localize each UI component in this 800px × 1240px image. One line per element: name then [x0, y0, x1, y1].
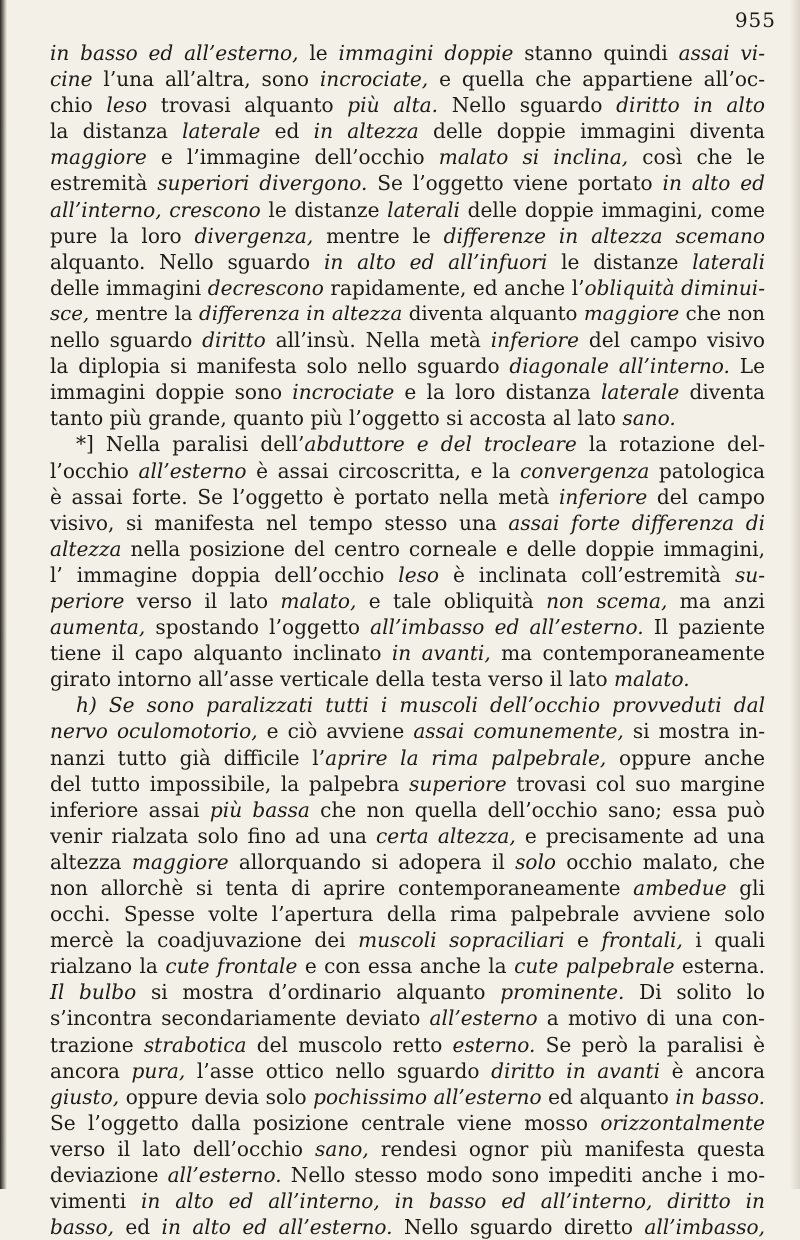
- italic-text-run: diagonale all’interno.: [509, 354, 730, 379]
- text-run: e tale obliquità: [356, 588, 547, 613]
- text-run: tanto più grande, quanto più l’oggetto si accosta al lato: [50, 406, 623, 431]
- text-line: [50, 379, 765, 405]
- text-run: del campo visivo: [579, 328, 765, 353]
- text-run: deviazione: [50, 1163, 168, 1188]
- text-run: del campo: [647, 484, 765, 509]
- text-run: ancora: [50, 1058, 132, 1083]
- text-line: [50, 640, 765, 666]
- text-line: [50, 562, 765, 588]
- text-line: [50, 692, 765, 718]
- text-run: Nello stesso modo sono impediti anche i mo-: [281, 1163, 765, 1188]
- italic-text-run: periore: [50, 588, 125, 613]
- italic-text-run: diritto in alto: [616, 93, 766, 118]
- text-line: [50, 718, 765, 744]
- text-run: vimenti: [50, 1189, 141, 1214]
- text-run: delle doppie immagini diventa: [418, 119, 766, 144]
- text-run: Nello sguardo: [438, 93, 617, 118]
- text-run: le: [298, 41, 339, 65]
- italic-text-run: inferiore: [490, 328, 580, 353]
- text-run: venir rialzata solo fino ad una: [50, 823, 376, 848]
- text-line: [50, 849, 765, 875]
- text-run: rialzano la: [50, 954, 166, 979]
- italic-text-run: giusto,: [50, 1084, 120, 1109]
- text-line: [50, 327, 765, 353]
- italic-text-run: all’imbasso,: [644, 1215, 765, 1240]
- italic-text-run: immagini doppie: [338, 41, 514, 65]
- text-run: Se l’oggetto dalla posizione centrale viene mosso: [50, 1110, 601, 1135]
- text-run: la diplopia si manifesta solo nello sguardo: [50, 354, 510, 379]
- text-run: e: [564, 928, 602, 953]
- italic-text-run: in alto ed all’infuori: [323, 249, 548, 274]
- italic-text-run: sano.: [622, 406, 676, 431]
- text-line: [50, 1032, 765, 1058]
- text-run: non allorchè si tenta di aprire contemporaneamente: [50, 876, 634, 900]
- text-run: girato intorno all’asse verticale della testa verso il lato: [50, 667, 614, 692]
- italic-text-run: pochissimo all’esterno: [313, 1084, 542, 1109]
- italic-text-run: inferiore: [558, 484, 648, 509]
- text-run: ed: [260, 119, 314, 144]
- text-run: del muscolo retto: [246, 1032, 453, 1057]
- text-run: tiene il capo alquanto inclinato: [50, 641, 392, 666]
- text-line: [50, 144, 765, 170]
- italic-text-run: maggiore: [131, 849, 229, 874]
- italic-text-run: all’imbasso ed all’esterno.: [370, 615, 644, 640]
- text-run: mercè la coadjuvazione dei: [50, 928, 359, 953]
- text-line: [50, 484, 765, 510]
- text-line: [50, 1110, 765, 1136]
- text-run: l’una all’altra, sono: [92, 67, 320, 92]
- text-run: l’occhio: [50, 458, 139, 483]
- text-run: nella posizione del centro corneale e delle doppie immagini,: [121, 536, 765, 561]
- text-line: [50, 66, 765, 92]
- text-line: [50, 1136, 765, 1162]
- italic-text-run: sce,: [50, 301, 90, 325]
- text-run: Le: [729, 354, 766, 379]
- text-line: [50, 823, 765, 849]
- text-line: [50, 1005, 765, 1031]
- italic-text-run: aprire la rima palpebrale,: [325, 745, 607, 770]
- text-run: pure la loro: [50, 223, 195, 248]
- text-run: e la loro distanza: [394, 380, 601, 405]
- italic-text-run: prominente.: [500, 980, 625, 1005]
- italic-text-run: superiore: [409, 771, 507, 796]
- text-run: la distanza: [50, 119, 183, 144]
- italic-text-run: altezza: [50, 536, 122, 561]
- text-line: [50, 353, 765, 379]
- text-run: estremità: [50, 171, 158, 196]
- scan-edge-left: [0, 0, 7, 1189]
- italic-text-run: differenza in altezza: [199, 301, 403, 325]
- italic-text-run: cute palpebrale: [514, 954, 675, 979]
- italic-text-run: malato si inclina,: [438, 145, 629, 170]
- text-run: delle immagini: [50, 275, 208, 300]
- text-run: delle doppie immagini, come: [459, 197, 766, 222]
- italic-text-run: maggiore: [583, 301, 680, 325]
- italic-text-run: in basso.: [675, 1084, 765, 1109]
- text-line: [50, 588, 765, 614]
- italic-text-run: in alto ed: [662, 171, 765, 196]
- text-run: l’asse ottico nello sguardo: [185, 1058, 492, 1083]
- text-run: che non quella dell’occhio sano; essa può: [309, 797, 765, 822]
- text-line: [50, 875, 765, 901]
- italic-text-run: incrociate: [292, 380, 395, 405]
- text-line: [50, 223, 765, 249]
- italic-text-run: all’esterno.: [167, 1163, 282, 1188]
- italic-text-run: malato.: [613, 667, 690, 692]
- text-line: [50, 979, 765, 1005]
- text-line: [50, 405, 765, 431]
- text-run: oppure anche: [606, 745, 765, 770]
- text-run: visivo, si manifesta nel tempo stesso una: [50, 510, 509, 535]
- italic-text-run: in altezza: [313, 119, 419, 144]
- text-run: chio: [50, 93, 107, 118]
- text-run: del tutto impossibile, la palpebra: [50, 771, 410, 796]
- text-line: [50, 197, 765, 223]
- text-line: [50, 170, 765, 196]
- text-line: [50, 249, 765, 275]
- italic-text-run: in alto ed all’interno, in basso ed all’interno, diritto in: [141, 1189, 765, 1214]
- italic-text-run: sano,: [315, 1136, 369, 1161]
- italic-text-run: obliquità diminui-: [584, 275, 765, 300]
- italic-text-run: cute frontale: [165, 954, 298, 979]
- italic-text-run: abduttore e del trocleare: [304, 432, 577, 457]
- text-run: è assai forte. Se l’oggetto è portato nella metà: [50, 484, 559, 509]
- text-run: Se l’oggetto viene portato: [367, 171, 663, 196]
- italic-text-run: esterno.: [452, 1032, 536, 1057]
- text-run: e ciò avviene: [257, 719, 414, 744]
- text-run: *] Nella paralisi dell’: [76, 432, 305, 457]
- italic-text-run: certa altezza,: [375, 823, 516, 848]
- text-run: trovasi alquanto: [147, 93, 348, 118]
- italic-text-run: laterale: [182, 119, 261, 144]
- text-line: [50, 510, 765, 536]
- italic-text-run: su-: [734, 562, 766, 587]
- italic-text-run: Il bulbo: [50, 980, 137, 1005]
- text-run: [584, 589, 596, 613]
- italic-text-run: frontali,: [601, 928, 683, 953]
- italic-text-run: solo: [515, 849, 557, 874]
- text-run: i quali: [682, 928, 766, 953]
- italic-text-run: all’interno,: [50, 197, 162, 222]
- text-line: [50, 666, 765, 692]
- text-line: [50, 797, 765, 823]
- italic-text-run: basso,: [50, 1215, 114, 1240]
- italic-text-run: laterale: [600, 380, 680, 405]
- text-line: [50, 1162, 765, 1188]
- italic-text-run: aumenta,: [50, 615, 146, 640]
- text-run: trazione: [50, 1032, 144, 1057]
- text-run: ma contemporaneamente: [490, 641, 765, 666]
- italic-text-run: convergenza: [519, 458, 650, 483]
- text-run: e quella che appartiene all’oc-: [428, 67, 765, 92]
- text-run: inferiore assai: [50, 797, 210, 822]
- italic-text-run: malato,: [280, 588, 357, 613]
- text-line: [50, 1058, 765, 1084]
- text-run: è assai circoscritta, e la: [246, 458, 520, 483]
- italic-text-run: all’esterno: [429, 1006, 538, 1031]
- italic-text-run: ambedue: [633, 876, 727, 900]
- italic-text-run: differenze in altezza scemano: [443, 223, 765, 248]
- text-line: [50, 745, 765, 771]
- italic-text-run: diritto: [202, 328, 266, 353]
- italic-text-run: diritto in avanti: [491, 1058, 661, 1083]
- text-run: s’incontra secondariamente deviato: [50, 1006, 430, 1031]
- text-line: [50, 1084, 765, 1110]
- text-run: Se però la paralisi è: [535, 1032, 765, 1057]
- text-run: e l’immagine dell’occhio: [146, 145, 439, 170]
- text-run: l’ immagine doppia dell’occhio: [50, 562, 399, 587]
- text-line: [50, 1188, 765, 1214]
- italic-text-run: incrociate,: [319, 67, 429, 92]
- text-run: la rotazione del-: [576, 432, 765, 457]
- text-run: diventa alquanto: [402, 301, 584, 325]
- text-run: patologica: [649, 458, 765, 483]
- text-line: [50, 1214, 765, 1240]
- italic-text-run: cine: [50, 67, 93, 92]
- italic-text-run: laterali: [387, 197, 460, 222]
- body-text: [50, 40, 765, 1240]
- italic-text-run: pura,: [131, 1058, 186, 1083]
- text-run: così che le: [628, 145, 765, 170]
- italic-text-run: più alta.: [347, 93, 439, 118]
- text-line: [50, 901, 765, 927]
- text-run: e precisamente ad una: [515, 823, 765, 848]
- text-run: le distanze: [260, 197, 388, 222]
- text-run: mentre la: [89, 301, 200, 325]
- italic-text-run: divergenza,: [194, 223, 314, 248]
- text-run: alquanto. Nello sguardo: [50, 249, 324, 274]
- text-run: oppure devia solo: [119, 1084, 314, 1109]
- page-number: 955: [734, 8, 776, 32]
- italic-text-run: orizzontalmente: [600, 1110, 765, 1135]
- text-line: [50, 40, 765, 66]
- italic-text-run: assai comunemente,: [413, 719, 624, 744]
- italic-text-run: assai forte differenza di: [508, 510, 765, 535]
- text-run: e con essa anche la: [297, 954, 515, 979]
- italic-text-run: in alto ed all’esterno.: [161, 1215, 393, 1240]
- text-run: diventa: [679, 380, 765, 405]
- text-run: a motivo di una con-: [537, 1006, 765, 1031]
- text-run: ed: [113, 1215, 162, 1240]
- text-run: si mostra in-: [623, 719, 765, 744]
- italic-text-run: laterali: [692, 249, 765, 274]
- text-line: [50, 771, 765, 797]
- italic-text-run: decrescono: [207, 275, 324, 300]
- text-run: trovasi col suo margine: [506, 771, 765, 796]
- italic-text-run: non: [546, 588, 585, 613]
- text-run: Il paziente: [643, 615, 765, 640]
- text-run: rapidamente, ed anche l’: [323, 275, 585, 300]
- text-line: [50, 458, 765, 484]
- text-run: stanno quindi: [513, 41, 679, 65]
- text-line: [50, 118, 765, 144]
- italic-text-run: leso: [106, 93, 148, 118]
- text-run: Di solito lo: [624, 980, 765, 1005]
- text-run: immagini doppie sono: [50, 380, 293, 405]
- text-line: [50, 275, 765, 301]
- text-run: allorquando si adopera il: [228, 849, 516, 874]
- italic-text-run: maggiore: [50, 145, 147, 170]
- text-run: mentre le: [313, 223, 444, 248]
- text-line: [50, 536, 765, 562]
- text-run: occhio malato, che: [556, 849, 765, 874]
- text-line: [50, 431, 765, 457]
- text-run: è ancora: [660, 1058, 766, 1083]
- text-run: è inclinata coll’estremità: [439, 562, 735, 587]
- text-line: [50, 953, 765, 979]
- italic-text-run: in avanti,: [391, 641, 491, 666]
- text-run: esterna.: [674, 954, 766, 979]
- italic-text-run: più bassa: [209, 797, 310, 822]
- text-run: le distanze: [547, 249, 693, 274]
- italic-text-run: crescono: [169, 197, 261, 222]
- italic-text-run: in basso ed all’esterno,: [50, 41, 299, 65]
- text-run: si mostra d’ordinario alquanto: [136, 980, 501, 1005]
- text-run: ed alquanto: [541, 1084, 676, 1109]
- italic-text-run: superiori divergono.: [157, 171, 368, 196]
- italic-text-run: strabotica: [143, 1032, 247, 1057]
- text-run: verso il lato: [124, 588, 281, 613]
- text-line: [50, 927, 765, 953]
- text-run: verso il lato dell’occhio: [50, 1136, 316, 1161]
- text-run: ma anzi: [667, 588, 765, 613]
- italic-text-run: scema,: [596, 588, 668, 613]
- text-run: che non: [679, 301, 765, 325]
- text-run: spostando l’oggetto: [145, 615, 371, 640]
- text-run: nanzi tutto già difficile l’: [50, 745, 326, 770]
- text-run: rendesi ognor più manifesta questa: [368, 1136, 766, 1161]
- text-run: nello sguardo: [50, 328, 203, 353]
- italic-text-run: nervo oculomotorio,: [50, 719, 258, 744]
- text-run: all’insù. Nella metà: [265, 328, 491, 353]
- italic-text-run: muscoli sopraciliari: [358, 928, 565, 953]
- italic-text-run: leso: [398, 562, 440, 587]
- italic-text-run: all’esterno: [138, 458, 247, 483]
- italic-text-run: assai vi-: [678, 41, 766, 65]
- text-run: gli: [726, 876, 765, 900]
- scan-edge-right: [790, 0, 800, 1189]
- text-line: [50, 614, 765, 640]
- italic-text-run: h) Se sono paralizzati tutti i muscoli dell’occhio provveduti dal: [76, 693, 765, 718]
- text-line: [50, 92, 765, 118]
- text-line: [50, 301, 765, 327]
- text-run: altezza: [50, 849, 132, 874]
- text-run: Nello sguardo diretto: [392, 1215, 645, 1240]
- text-run: occhi. Spesse volte l’apertura della rima palpebrale avviene solo: [50, 902, 765, 927]
